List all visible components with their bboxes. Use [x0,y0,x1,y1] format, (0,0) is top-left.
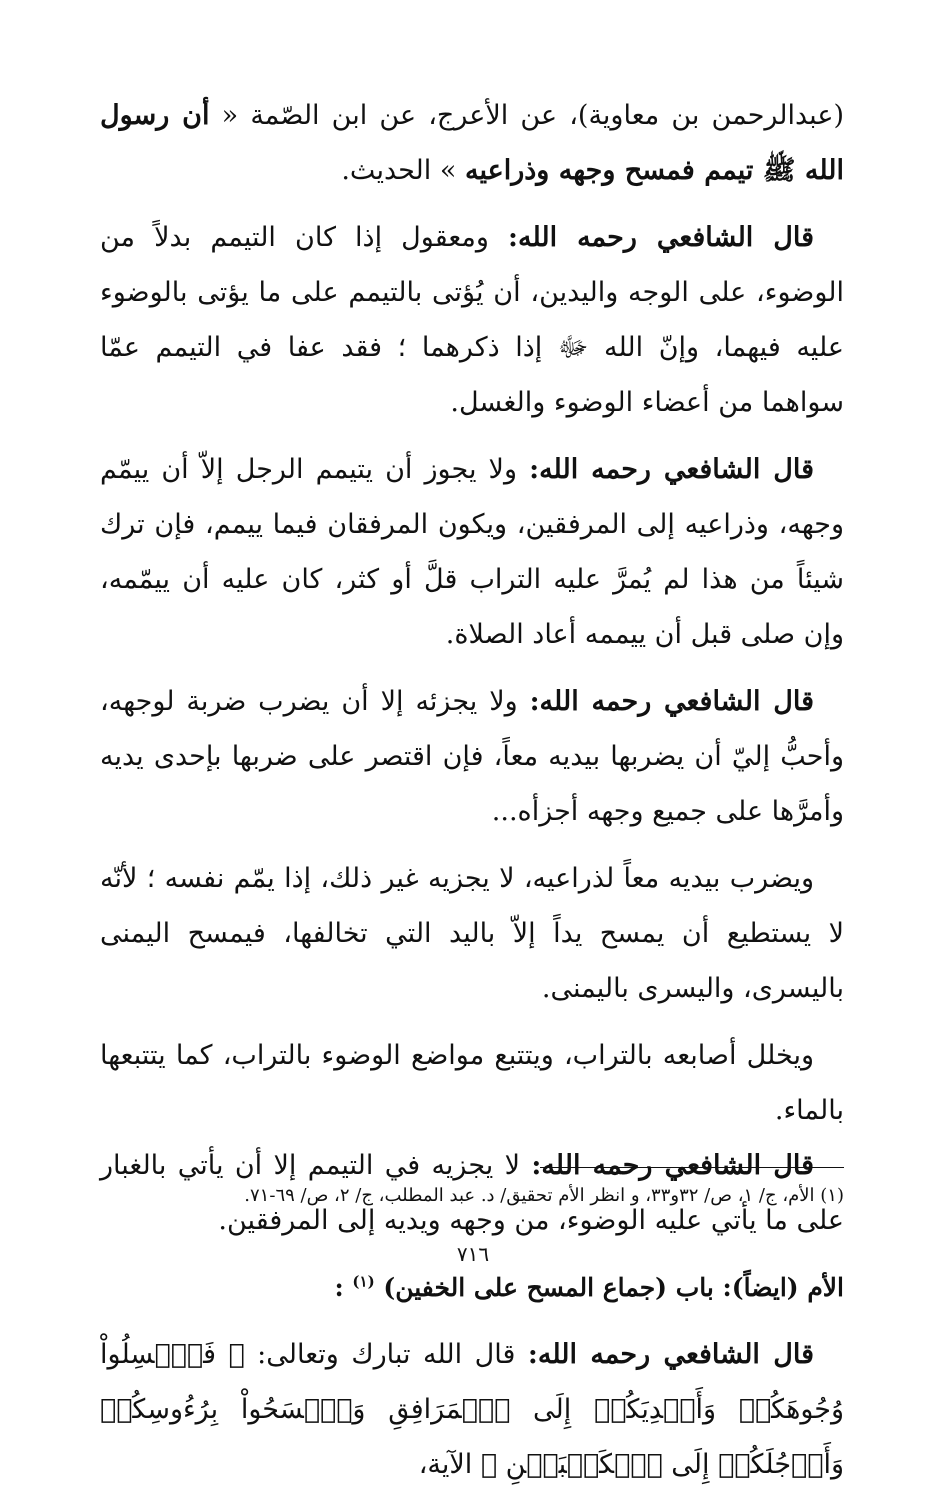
heading-text: الأم (ايضاً): باب (جماع المسح على الخفين) [383,1273,844,1302]
hadith-chain: (عبدالرحمن بن معاوية)، عن الأعرج، عن ابن الصّمة « [221,100,844,131]
page-number: ٧١٦ [456,1242,490,1266]
heading-colon: : [334,1273,344,1302]
paragraph-body: ولا يجزئه إلا أن يضرب ضربة لوجهه، وأحبُّ إليّ أن يضربها بيديه معاً، فإن اقتصر على ضربها بإحدى يديه وأمرَّها على جميع وجهه أجزأه... [100,686,844,827]
speaker-label: قال الشافعي رحمه الله: [508,222,814,253]
hadith-suffix: » الحديث. [341,155,457,186]
paragraph-body: ويخلل أصابعه بالتراب، ويتتبع مواضع الوضوء بالتراب، كما يتتبعها بالماء. [100,1040,844,1126]
paragraph-quran [100,1327,844,1492]
section-heading [100,1260,844,1315]
paragraph-shafii-3 [100,674,844,839]
footnote-marker: (١) [352,1272,375,1291]
paragraph-hadith [100,88,844,198]
footnote: (١) الأم، ج/ ١، ص/ ٣٢و٣٣، و انظر الأم تحقيق/ د. عبد المطلب، ج/ ٢، ص/ ٦٩-٧١. [244,1185,844,1206]
paragraph-shafii-1 [100,210,844,430]
quran-verse: قال الله تبارك وتعالى: ﴿ فَٱغۡسِلُواْ وُجُوهَكُمۡ وَأَيۡدِيَكُمۡ إِلَى ٱلۡمَرَافِقِ وَٱمۡسَحُواْ بِرُءُوسِكُمۡ وَأَرۡجُلَكُمۡ إِلَى ٱلۡكَعۡبَيۡنِ ﴾ الآية، [100,1339,844,1480]
paragraph-body: ومعقول إذا كان التيمم بدلاً من الوضوء، على الوجه واليدين، أن يُؤتى بالتيمم على ما يؤتى بالوضوء عليه فيهما، وإنّ الله ﷻ إذا ذكرهما ؛ فقد عفا في التيمم عمّا سواهما من أعضاء الوضوء والغسل. [100,222,844,418]
footnote-divider [540,1167,844,1168]
paragraph-shafii-2 [100,442,844,662]
speaker-label: قال الشافعي رحمه الله: [531,1150,814,1181]
speaker-label: قال الشافعي رحمه الله: [529,686,814,717]
paragraph-fingers [100,1028,844,1138]
paragraph-body: ولا يجوز أن يتيمم الرجل إلاّ أن ييمّم وجهه، وذراعيه إلى المرفقين، ويكون المرفقان فيما ييمم، فإن ترك شيئاً من هذا لم يُمرَّ عليه التراب قلَّ أو كثر، كان عليه أن ييمّمه، وإن صلى قبل أن ييممه أعاد الصلاة. [100,454,844,650]
main-text [100,88,844,1492]
paragraph-both-hands [100,851,844,1016]
speaker-label: قال الشافعي رحمه الله: [527,1339,814,1370]
speaker-label: قال الشافعي رحمه الله: [529,454,814,485]
paragraph-body: ويضرب بيديه معاً لذراعيه، لا يجزيه غير ذلك، إذا يمّم نفسه ؛ لأنّه لا يستطيع أن يمسح يداً إلاّ باليد التي تخالفها، فيمسح اليمنى باليسرى، واليسرى باليمنى. [100,863,844,1004]
hadith-text: أن رسول الله ﷺ تيمم فمسح وجهه وذراعيه [100,100,844,186]
paragraph-body: لا يجزيه في التيمم إلا أن يأتي بالغبار على ما يأتي عليه الوضوء، من وجهه ويديه إلى المرفقين. [100,1150,844,1236]
